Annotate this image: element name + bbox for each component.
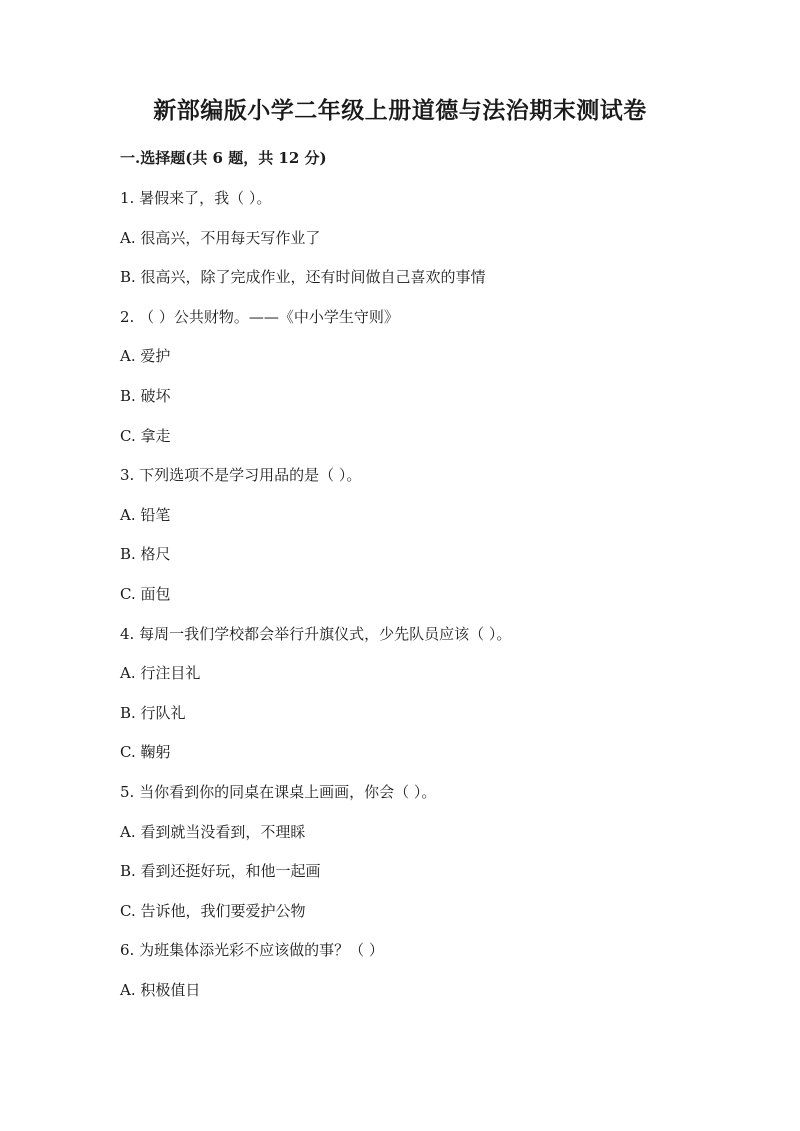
question-5-stem: 5. 当你看到你的同桌在课桌上画画，你会（ ）。: [120, 783, 437, 801]
question-3-option-a: A. 铅笔: [120, 506, 171, 524]
question-2-option-a: A. 爱护: [120, 347, 171, 365]
question-5-option-c: C. 告诉他，我们要爱护公物: [120, 902, 306, 920]
question-2-option-c: C. 拿走: [120, 427, 171, 445]
page-title: 新部编版小学二年级上册道德与法治期末测试卷: [153, 97, 647, 124]
question-1-stem: 1. 暑假来了，我（ ）。: [120, 189, 272, 207]
question-4-stem: 4. 每周一我们学校都会举行升旗仪式，少先队员应该（ ）。: [120, 625, 512, 643]
question-5-option-b: B. 看到还挺好玩，和他一起画: [120, 862, 321, 880]
question-4-option-c: C. 鞠躬: [120, 743, 171, 761]
question-4-option-b: B. 行队礼: [120, 704, 186, 722]
question-3-option-b: B. 格尺: [120, 545, 171, 563]
question-3-stem: 3. 下列选项不是学习用品的是（ ）。: [120, 466, 362, 484]
question-6-option-a: A. 积极值日: [120, 981, 201, 999]
question-1-option-a: A. 很高兴，不用每天写作业了: [120, 229, 321, 247]
question-6-stem: 6. 为班集体添光彩不应该做的事？（ ）: [120, 941, 384, 959]
question-4-option-a: A. 行注目礼: [120, 664, 201, 682]
section-heading: 一.选择题(共 6 题，共 12 分): [120, 149, 327, 167]
question-3-option-c: C. 面包: [120, 585, 171, 603]
question-2-stem: 2. （ ）公共财物。——《中小学生守则》: [120, 308, 399, 326]
question-5-option-a: A. 看到就当没看到，不理睬: [120, 823, 306, 841]
question-2-option-b: B. 破坏: [120, 387, 171, 405]
question-1-option-b: B. 很高兴，除了完成作业，还有时间做自己喜欢的事情: [120, 268, 486, 286]
